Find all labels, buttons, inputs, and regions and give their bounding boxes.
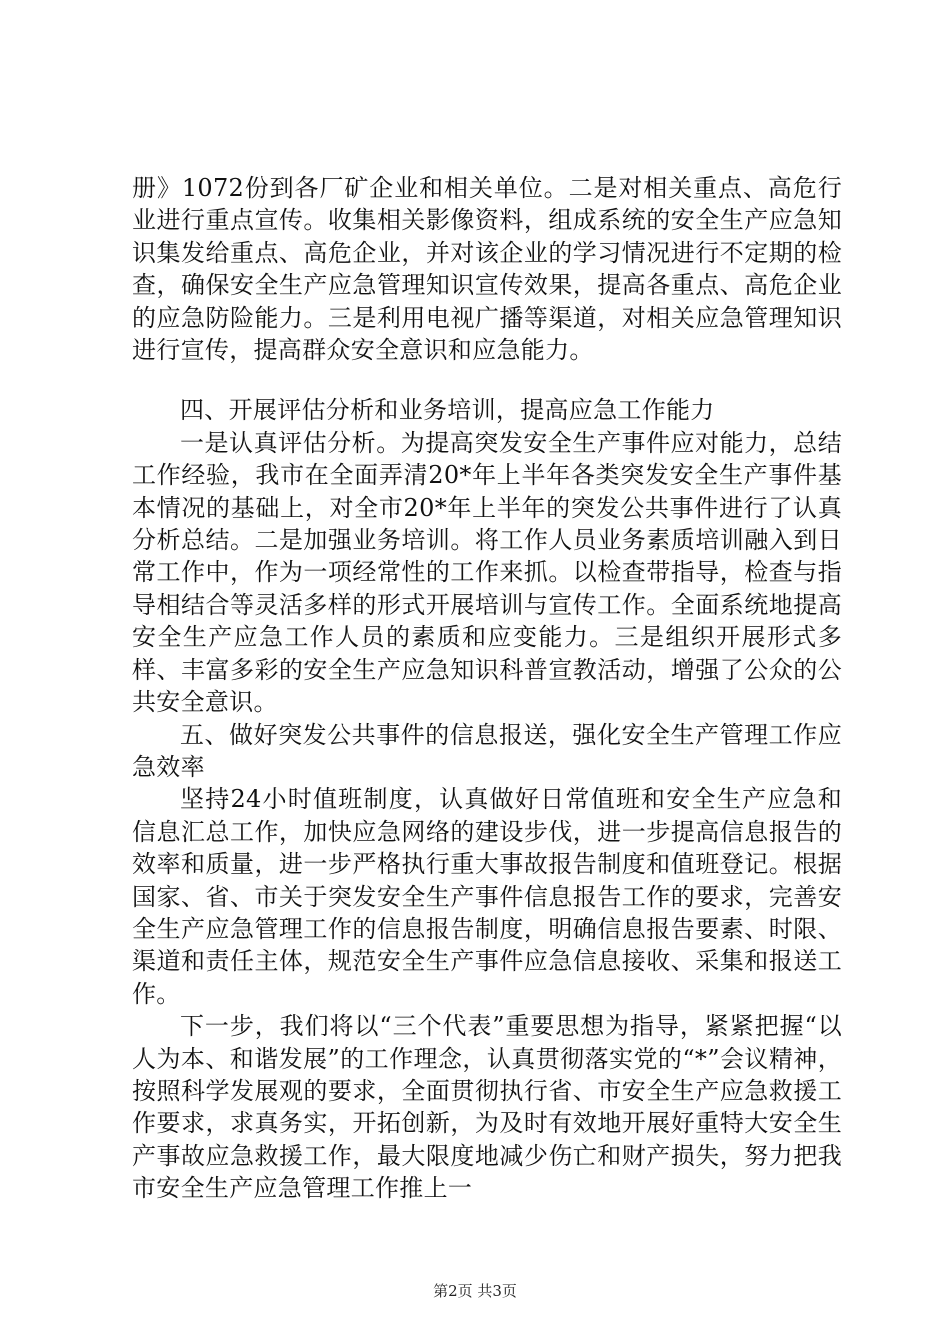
section-heading-5: 五、做好突发公共事件的信息报送，强化安全生产管理工作应急效率 bbox=[132, 720, 842, 781]
paragraph-next-steps: 下一步，我们将以“三个代表”重要思想为指导，紧紧把握“以人为本、和谐发展”的工作理念，认真贯彻落实党的“*”会议精神，按照科学发展观的要求，全面贯彻执行省、市安全生产应急救援工作要求，求真务实，开拓创新，为及时有效地开展好重特大安全生产事故应急救援工作，最大限度地减少伤亡和财产损失，努力把我市安全生产应急管理工作推上一 bbox=[132, 1012, 842, 1203]
paragraph-continuation: 册》1072份到各厂矿企业和相关单位。二是对相关重点、高危行业进行重点宣传。收集相关影像资料，组成系统的安全生产应急知识集发给重点、高危企业，并对该企业的学习情况进行不定期的检查，确保安全生产应急管理知识宣传效果，提高各重点、高危企业的应急防险能力。三是利用电视广播等渠道，对相关应急管理知识进行宣传，提高群众安全意识和应急能力。 bbox=[132, 174, 842, 365]
paragraph-section-4: 一是认真评估分析。为提高突发安全生产事件应对能力，总结工作经验，我市在全面弄清20*年上半年各类突发安全生产事件基本情况的基础上，对全市20*年上半年的突发公共事件进行了认真分析总结。二是加强业务培训。将工作人员业务素质培训融入到日常工作中，作为一项经常性的工作来抓。以检查带指导，检查与指导相结合等灵活多样的形式开展培训与宣传工作。全面系统地提高安全生产应急工作人员的素质和应变能力。三是组织开展形式多样、丰富多彩的安全生产应急知识科普宣教活动，增强了公众的公共安全意识。 bbox=[132, 428, 842, 717]
section-heading-4: 四、开展评估分析和业务培训，提高应急工作能力 bbox=[180, 396, 715, 425]
document-body bbox=[132, 172, 842, 1205]
paragraph-gap bbox=[132, 366, 842, 394]
paragraph-section-5: 坚持24小时值班制度，认真做好日常值班和安全生产应急和信息汇总工作，加快应急网络的建设步伐，进一步提高信息报告的效率和质量，进一步严格执行重大事故报告制度和值班登记。根据国家、省、市关于突发安全生产事件信息报告工作的要求，完善安全生产应急管理工作的信息报告制度，明确信息报告要素、时限、渠道和责任主体，规范安全生产事件应急信息接收、采集和报送工作。 bbox=[132, 785, 842, 1008]
page-number-footer: 第2页 共3页 bbox=[433, 1282, 517, 1300]
